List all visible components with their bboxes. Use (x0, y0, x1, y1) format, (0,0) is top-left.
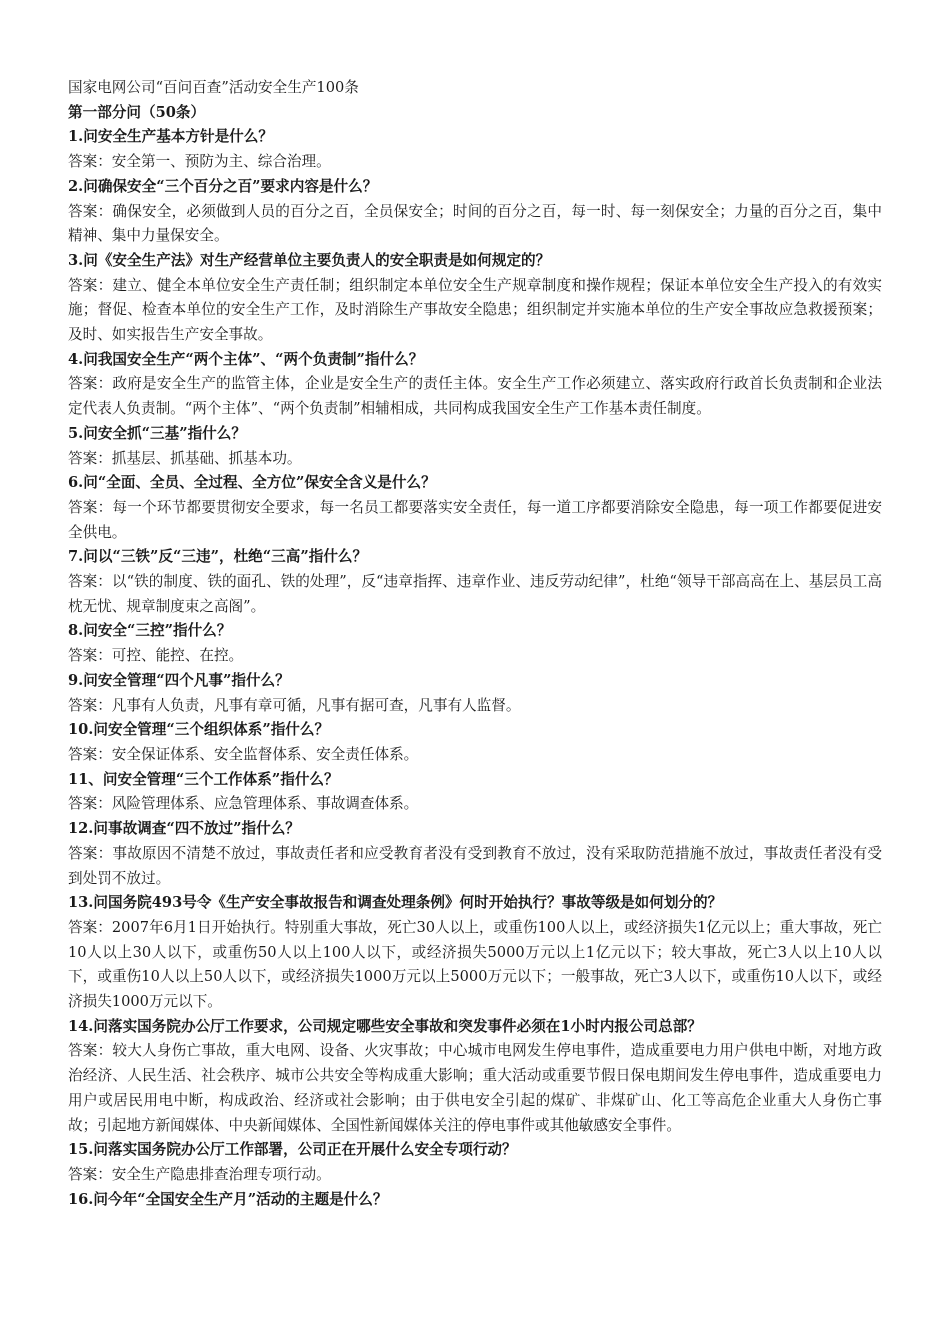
answer-text: 答案：安全第一、预防为主、综合治理。 (68, 153, 331, 171)
question-text: 12.问事故调查“四不放过”指什么？ (68, 820, 300, 838)
qa-item (68, 175, 882, 249)
answer-text: 答案：可控、能控、在控。 (68, 647, 244, 665)
question-text: 4.问我国安全生产“两个主体”、“两个负责制”指什么？ (68, 350, 424, 368)
qa-item (68, 348, 882, 422)
qa-item (68, 125, 882, 174)
qa-item (68, 1138, 882, 1187)
question-text: 10.问安全管理“三个组织体系”指什么？ (68, 721, 330, 739)
qa-item (68, 619, 882, 668)
answer-text: 答案：确保安全，必须做到人员的百分之百，全员保安全；时间的百分之百，每一时、每一刻保安全；力量的百分之百，集中精神、集中力量保安全。 (68, 202, 882, 245)
question-text: 9.问安全管理“四个凡事”指什么？ (68, 671, 290, 689)
question-text: 14.问落实国务院办公厅工作要求，公司规定哪些安全事故和突发事件必须在1小时内报公司总部？ (68, 1017, 702, 1035)
qa-item (68, 545, 882, 619)
answer-text: 答案：事故原因不清楚不放过，事故责任者和应受教育者没有受到教育不放过，没有采取防范措施不放过，事故责任者没有受到处罚不放过。 (68, 844, 882, 887)
question-text: 2.问确保安全“三个百分之百”要求内容是什么？ (68, 177, 378, 195)
answer-text: 答案：以“铁的制度、铁的面孔、铁的处理”，反“违章指挥、违章作业、违反劳动纪律”，杜绝“领导干部高高在上、基层员工高枕无忧、规章制度束之高阁”。 (68, 573, 882, 615)
qa-item (68, 249, 882, 348)
question-text: 3.问《安全生产法》对生产经营单位主要负责人的安全职责是如何规定的？ (68, 251, 551, 269)
answer-text: 答案：2007年6月1日开始执行。特别重大事故，死亡30人以上，或重伤100人以上，或经济损失1亿元以上；重大事故，死亡10人以上30人以下，或重伤50人以上100人以下，或经济损失5000万元以上1亿元以下；较大事故，死亡3人以上10人以下，或重伤10人以上50人以下，或经济损失1000万元以上5000万元以下；一般事故，死亡3人以下，或重伤10人以下，或经济损失1000万元以下。 (68, 918, 882, 1011)
document-title: 国家电网公司“百问百查”活动安全生产100条 (68, 79, 359, 96)
answer-text: 答案：凡事有人负责，凡事有章可循，凡事有据可查，凡事有人监督。 (68, 696, 521, 714)
question-text: 1.问安全生产基本方针是什么？ (68, 128, 273, 146)
answer-text: 答案：较大人身伤亡事故，重大电网、设备、火灾事故；中心城市电网发生停电事件，造成重要电力用户供电中断，对地方政治经济、人民生活、社会秩序、城市公共安全等构成重大影响；重大活动或重要节假日保电期间发生停电事件，造成重要电力用户或居民用电中断，构成政治、经济或社会影响；由于供电安全引起的煤矿、非煤矿山、化工等高危企业重大人身伤亡事故；引起地方新闻媒体、中央新闻媒体、全国性新闻媒体关注的停电事件或其他敏感安全事件。 (68, 1042, 882, 1134)
answer-text: 答案：安全生产隐患排查治理专项行动。 (68, 1165, 331, 1183)
question-text: 16.问今年“全国安全生产月”活动的主题是什么？ (68, 1190, 388, 1208)
question-text: 8.问安全“三控”指什么？ (68, 622, 232, 640)
qa-item (68, 471, 882, 545)
answer-text: 答案：抓基层、抓基础、抓基本功。 (68, 449, 302, 467)
qa-item (68, 422, 882, 471)
answer-text: 答案：每一个环节都要贯彻安全要求，每一名员工都要落实安全责任，每一道工序都要消除安全隐患，每一项工作都要促进安全供电。 (68, 498, 882, 541)
qa-list (68, 125, 882, 1212)
qa-item (68, 669, 882, 718)
answer-text: 答案：安全保证体系、安全监督体系、安全责任体系。 (68, 745, 419, 763)
part-title: 第一部分问（50条） (68, 103, 206, 121)
question-text: 7.问以“三铁”反“三违”，杜绝“三高”指什么？ (68, 548, 368, 566)
question-text: 11、问安全管理“三个工作体系”指什么？ (68, 770, 339, 788)
question-text: 6.问“全面、全员、全过程、全方位”保安全含义是什么？ (68, 474, 436, 492)
qa-item (68, 1015, 882, 1139)
qa-item (68, 1188, 882, 1213)
question-text: 13.问国务院493号令《生产安全事故报告和调查处理条例》何时开始执行？事故等级是如何划分的？ (68, 894, 723, 912)
answer-text: 答案：政府是安全生产的监管主体，企业是安全生产的责任主体。安全生产工作必须建立、落实政府行政首长负责制和企业法定代表人负责制。“两个主体”、“两个负责制”相辅相成，共同构成我国安全生产工作基本责任制度。 (68, 375, 882, 418)
qa-item (68, 718, 882, 767)
question-text: 15.问落实国务院办公厅工作部署，公司正在开展什么安全专项行动？ (68, 1141, 517, 1159)
qa-item (68, 891, 882, 1015)
answer-text: 答案：建立、健全本单位安全生产责任制；组织制定本单位安全生产规章制度和操作规程；保证本单位安全生产投入的有效实施；督促、检查本单位的安全生产工作，及时消除生产事故安全隐患；组织制定并实施本单位的生产安全事故应急救援预案；及时、如实报告生产安全事故。 (68, 276, 882, 344)
answer-text: 答案：风险管理体系、应急管理体系、事故调查体系。 (68, 795, 419, 813)
qa-item (68, 817, 882, 891)
qa-item (68, 768, 882, 817)
question-text: 5.问安全抓“三基”指什么？ (68, 424, 246, 442)
